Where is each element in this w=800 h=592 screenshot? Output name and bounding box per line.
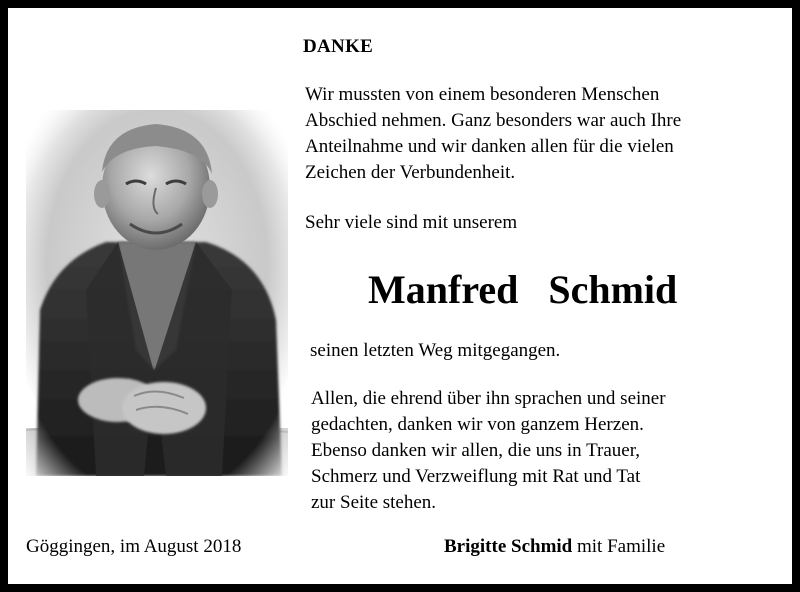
closing-line: Schmerz und Verzweiflung mit Rat und Tat (311, 466, 641, 487)
signature-name: Brigitte Schmid (444, 536, 573, 557)
signature-suffix: mit Familie (572, 536, 666, 557)
closing-line: Ebenso danken wir allen, die uns in Trauer, (311, 440, 641, 461)
lead-paragraph (305, 210, 517, 236)
intro-line: Zeichen der Verbundenheit. (305, 162, 516, 183)
closing-line: Allen, die ehrend über ihn sprachen und seiner (311, 388, 666, 409)
portrait-photo (26, 110, 288, 476)
closing-line: gedachten, danken wir von ganzem Herzen. (311, 414, 644, 435)
intro-paragraph (305, 82, 681, 186)
lead-line: Sehr viele sind mit unserem (305, 212, 518, 233)
intro-line: Wir mussten von einem besonderen Menschen (305, 84, 660, 105)
follow-paragraph (310, 338, 560, 364)
place-date: Göggingen, im August 2018 (26, 536, 242, 557)
heading-danke: DANKE (303, 36, 374, 57)
intro-line: Abschied nehmen. Ganz besonders war auch Ihre (305, 110, 682, 131)
signature (444, 536, 665, 558)
closing-paragraph (311, 386, 666, 516)
intro-line: Anteilnahme und wir danken allen für die vielen (305, 136, 674, 157)
follow-line: seinen letzten Weg mitgegangen. (310, 340, 561, 361)
closing-line: zur Seite stehen. (311, 492, 437, 513)
deceased-name: Manfred Schmid (368, 267, 678, 312)
